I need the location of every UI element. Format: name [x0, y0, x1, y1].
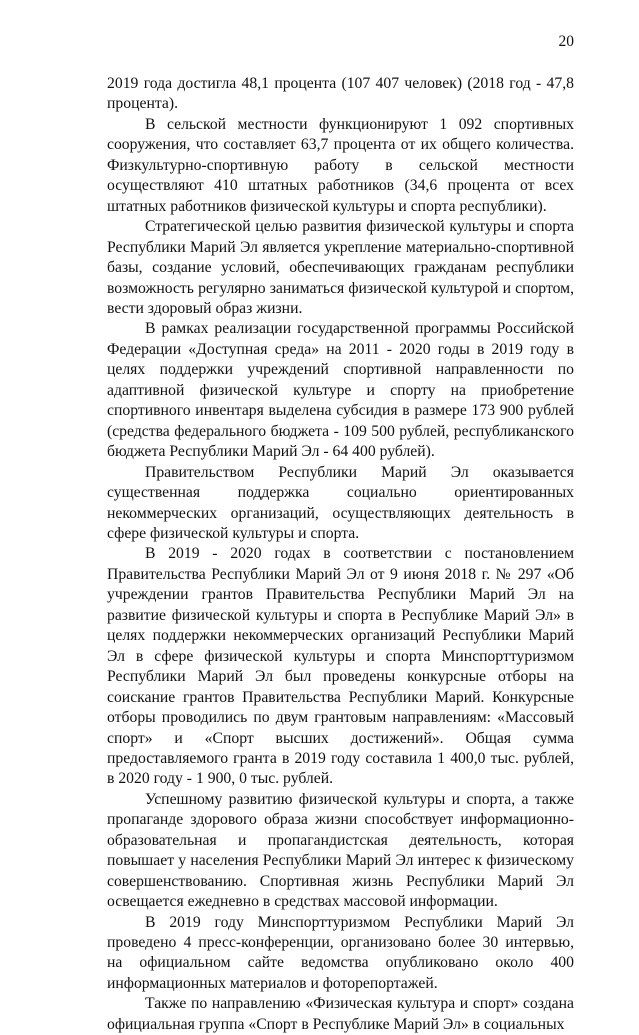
- page-number: 20: [558, 33, 574, 50]
- paragraph: Также по направлению «Физическая культура и спорт» создана официальная группа «Спорт в Республике Марий Эл» в социальных: [107, 995, 574, 1033]
- paragraph: В рамках реализации государственной программы Российской Федерации «Доступная среда» на 2011 - 2020 годы в 2019 году в целях поддержки учреждений спортивной направленности по адаптивной физической культуре и спорту на приобретение спортивного инвентаря выделена субсидия в размере 173 900 рублей (средства федерального бюджета - 109 500 рублей, республиканского бюджета Республики Марий Эл - 64 400 рублей).: [107, 320, 574, 461]
- paragraph: В сельской местности функционируют 1 092 спортивных сооружения, что составляет 63,7 процента от их общего количества. Физкультурно-спортивную работу в сельской местности осуществляют 410 штатных работников (34,6 процента от всех штатных работников физической культуры и спорта республики).: [107, 115, 574, 215]
- paragraph: Стратегической целью развития физической культуры и спорта Республики Марий Эл является укрепление материально-спортивной базы, создание условий, обеспечивающих гражданам республики возможность регулярно заниматься физической культурой и спортом, вести здоровый образ жизни.: [107, 218, 574, 317]
- document-body: [107, 74, 574, 1035]
- paragraph: 2019 года достигла 48,1 процента (107 407 человек) (2018 год - 47,8 процента).: [107, 75, 574, 113]
- paragraph: Правительством Республики Марий Эл оказывается существенная поддержка социально ориентированных некоммерческих организаций, осуществляющих деятельность в сфере физической культуры и спорта.: [107, 463, 574, 542]
- paragraph: В 2019 году Минспорттуризмом Республики Марий Эл проведено 4 пресс-конференции, организовано более 30 интервью, на официальном сайте ведомства опубликовано около 400 информационных материалов и фоторепортажей.: [107, 913, 574, 992]
- paragraph: Успешному развитию физической культуры и спорта, а также пропаганде здорового образа жизни способствует информационно-образовательная и пропагандистская деятельность, которая повышает у населения Республики Марий Эл интерес к физическому совершенствованию. Спортивная жизнь Республики Марий Эл освещается ежедневно в средствах массовой информации.: [107, 790, 574, 911]
- paragraph: В 2019 - 2020 годах в соответствии с постановлением Правительства Республики Марий Эл от 9 июня 2018 г. № 297 «Об учреждении грантов Правительства Республики Марий Эл на развитие физической культуры и спорта в Республике Марий Эл» в целях поддержки некоммерческих организаций Республики Марий Эл в сфере физической культуры и спорта Минспорттуризмом Республики Марий Эл был проведены конкурсные отборы на соискание грантов Правительства Республики Марий. Конкурсные отборы проводились по двум грантовым направлениям: «Массовый спорт» и «Спорт высших достижений». Общая сумма предоставляемого гранта в 2019 году составила 1 400,0 тыс. рублей, в 2020 году - 1 900, 0 тыс. рублей.: [107, 545, 574, 788]
